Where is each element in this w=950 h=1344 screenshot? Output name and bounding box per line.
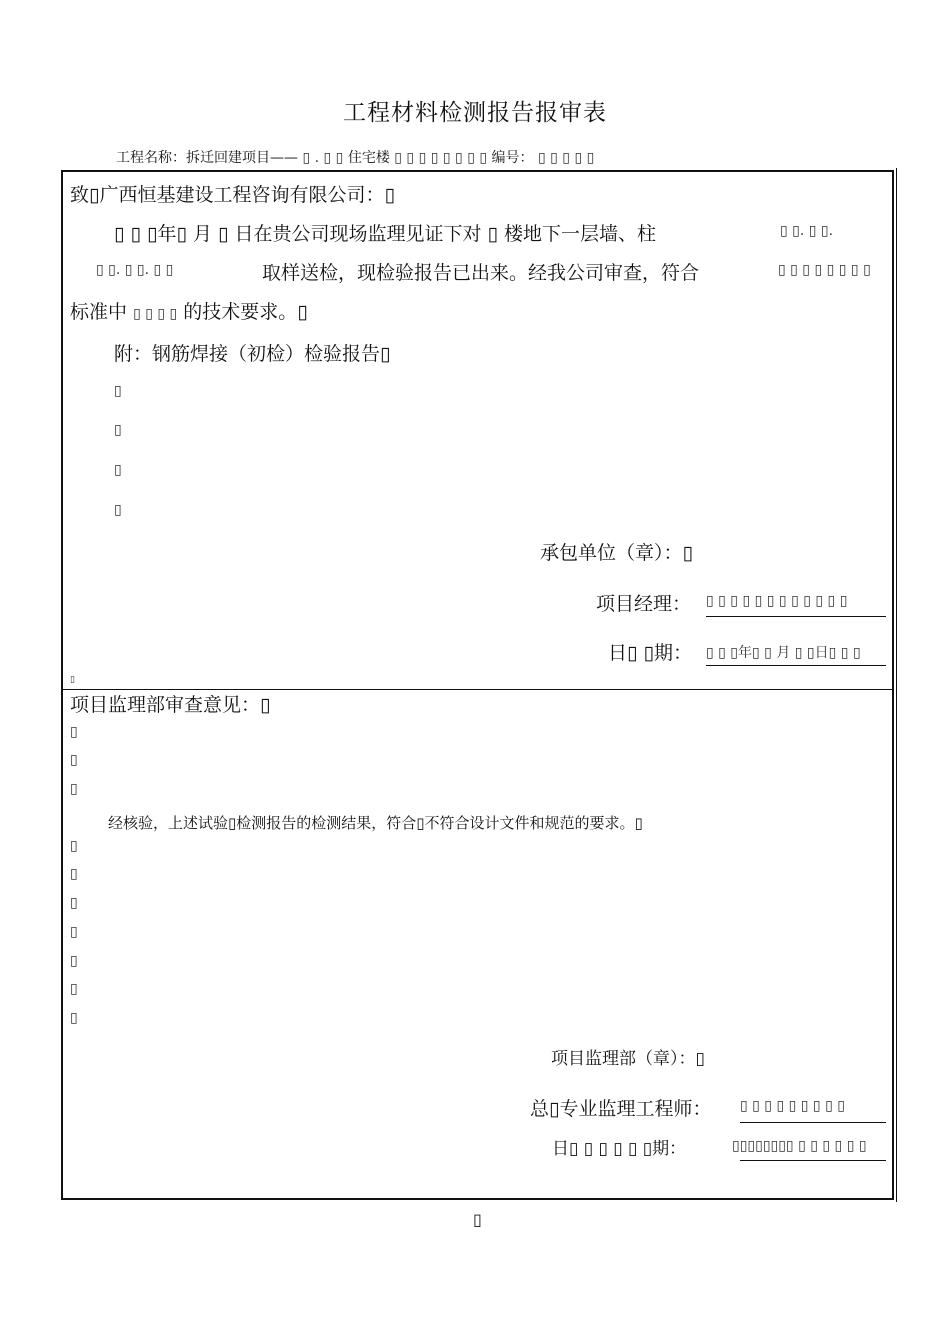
chief-engineer-underline — [740, 1122, 886, 1123]
chief-engineer-label: 总▯专业监理工程师： — [530, 1098, 712, 1120]
addressee: 致▯广西恒基建设工程咨询有限公司：▯ — [70, 184, 395, 206]
number-blank[interactable]: ▯ ▯ ▯ ▯ ▯ — [537, 150, 595, 166]
number-label: 编号： — [491, 150, 534, 166]
body-line-2-text: 取样送检，现检验报告已出来。经我公司审查，符合 — [262, 262, 700, 284]
standard-label: 标准中 — [70, 301, 128, 323]
blank-mark: ▯ — [114, 462, 122, 478]
blank-mark: ▯ — [114, 502, 122, 518]
date-underline-2 — [740, 1160, 886, 1161]
project-manager-label: 项目经理： — [596, 593, 692, 615]
project-meta-line — [116, 147, 594, 167]
body-line-2-trailing-blanks: ▯ ▯ ▯ ▯ ▯ ▯ ▯ ▯ — [778, 262, 871, 278]
project-name-blank[interactable]: ▯ . ▯ ▯ — [302, 150, 344, 166]
date-label-2: 日▯ ▯ ▯ ▯ ▯ ▯期： — [552, 1139, 687, 1159]
blank-mark: ▯ — [70, 866, 78, 882]
project-building: 住宅楼 — [347, 150, 390, 166]
project-manager-underline — [706, 616, 886, 617]
body-line-2-blanks: ▯ ▯. ▯ ▯. ▯ ▯ — [96, 262, 174, 278]
project-manager-field[interactable]: ▯ ▯ ▯ ▯ ▯ ▯ ▯ ▯ ▯ ▯ ▯ ▯ — [706, 593, 848, 609]
form-frame-outer-line — [896, 168, 897, 1202]
blank-mark: ▯ — [70, 752, 78, 768]
requirement-text: 的技术要求。▯ — [183, 301, 308, 323]
review-opinion-label: 项目监理部审查意见：▯ — [70, 694, 271, 716]
body-line-3 — [70, 297, 308, 324]
contractor-seal-label: 承包单位（章）：▯ — [540, 542, 693, 564]
date-underline — [706, 665, 886, 666]
blank-mark: ▯ — [114, 383, 122, 399]
date-field[interactable]: ▯ ▯ ▯年▯ ▯ 月 ▯ ▯日▯ ▯ ▯ — [706, 645, 861, 661]
blank-mark: ▯ — [70, 838, 78, 854]
project-trailing-blank: ▯ ▯ ▯ ▯ ▯ ▯ ▯ ▯ — [394, 150, 488, 166]
blank-mark: ▯ — [70, 781, 78, 797]
date-label: 日▯ ▯期： — [608, 642, 692, 664]
blank-mark: ▯ — [70, 724, 78, 740]
supervision-seal-label: 项目监理部（章）：▯ — [551, 1049, 705, 1069]
body-line-1-blanks: ▯ ▯. ▯ ▯. — [780, 223, 834, 239]
form-frame — [61, 170, 894, 1200]
blank-mark: ▯ — [70, 1010, 78, 1026]
blank-mark: ▯ — [114, 422, 122, 438]
page-footer-mark: ▯ — [473, 1210, 482, 1229]
standard-blank[interactable]: ▯ ▯ ▯ ▯ — [133, 306, 178, 322]
project-label: 工程名称：拆迁回建项目—— — [116, 150, 298, 166]
date-field-2[interactable]: ▯▯▯▯▯▯▯▯ ▯ ▯ ▯ ▯ ▯ ▯ — [732, 1138, 867, 1154]
blank-mark: ▯ — [70, 981, 78, 997]
attachment-line: 附：钢筋焊接（初检）检验报告▯ — [114, 343, 391, 365]
blank-mark: ▯ — [70, 924, 78, 940]
body-line-1-text: ▯ ▯ ▯年▯ 月 ▯ 日在贵公司现场监理见证下对 ▯ 楼地下一层墙、柱 — [114, 223, 657, 245]
page-title: 工程材料检测报告报审表 — [343, 100, 607, 126]
blank-mark: ▯ — [70, 895, 78, 911]
review-conclusion-text: 经核验，上述试验▯检测报告的检测结果，符合▯不符合设计文件和规范的要求。▯ — [108, 814, 643, 832]
small-mark: ▯ — [70, 675, 75, 685]
body-line-1 — [114, 219, 656, 246]
chief-engineer-field[interactable]: ▯ ▯ ▯ ▯ ▯ ▯ ▯ ▯ ▯ — [740, 1098, 845, 1114]
blank-mark: ▯ — [70, 953, 78, 969]
